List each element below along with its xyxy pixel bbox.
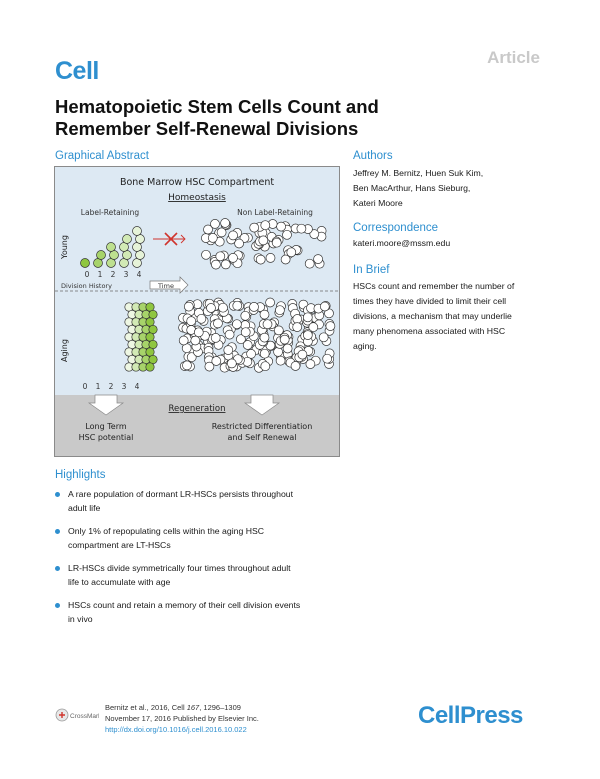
- cell: [275, 306, 284, 315]
- cell: [136, 235, 145, 244]
- bullet-icon: [55, 566, 60, 571]
- authors-list: [353, 166, 553, 211]
- bullet-icon: [55, 492, 60, 497]
- cell: [211, 260, 220, 269]
- cell: [212, 357, 221, 366]
- cell: [225, 330, 234, 339]
- citation-line: Bernitz et al., 2016, Cell 167, 1296–1309: [105, 703, 241, 712]
- cell: [97, 251, 106, 260]
- cell: [261, 362, 270, 371]
- in-brief-line: aging.: [353, 341, 377, 351]
- compartment-title: Bone Marrow HSC Compartment: [119, 177, 275, 188]
- in-brief-line: HSCs count and remember the number of: [353, 281, 515, 291]
- cell: [227, 359, 236, 368]
- in-brief-line: times they have divided to limit their cell: [353, 296, 507, 306]
- highlights-heading: Highlights: [55, 469, 106, 481]
- cell: [179, 336, 188, 345]
- cell: [120, 259, 129, 268]
- cell: [283, 344, 292, 353]
- cell: [149, 325, 157, 333]
- cell: [211, 219, 220, 228]
- authors-heading: Authors: [353, 150, 393, 162]
- cell: [260, 310, 269, 319]
- cell: [283, 230, 292, 239]
- cell: [326, 322, 335, 331]
- cell: [266, 253, 275, 262]
- cell: [149, 340, 157, 348]
- cell: [194, 328, 203, 337]
- highlight-item: HSCs count and retain a memory of their cell division events in vivo: [55, 599, 355, 626]
- young-label: Young: [60, 235, 69, 259]
- cell: [213, 319, 222, 328]
- cell: [202, 250, 211, 259]
- cell: [229, 253, 238, 262]
- publication-date: November 17, 2016 Published by Elsevier Inc.: [105, 714, 259, 723]
- cell: [187, 317, 196, 326]
- cell: [219, 303, 228, 312]
- cell: [207, 304, 216, 313]
- homeostasis-label: Homeostasis: [168, 193, 226, 203]
- authors-line: Jeffrey M. Bernitz, Huen Suk Kim,: [353, 168, 484, 178]
- cell: [232, 320, 241, 329]
- division-number: 0: [84, 270, 90, 279]
- cell: [291, 362, 300, 371]
- cell: [303, 331, 312, 340]
- non-label-retaining-label: Non Label-Retaining: [237, 208, 313, 217]
- authors-line: Ben MacArthur, Hans Sieburg,: [353, 183, 471, 193]
- cell: [183, 361, 192, 370]
- cell: [133, 259, 142, 268]
- correspondence-heading: Correspondence: [353, 222, 439, 234]
- journal-logo: Cell: [55, 57, 99, 85]
- cell: [260, 333, 269, 342]
- cell: [120, 243, 129, 252]
- cell: [208, 233, 217, 242]
- cell: [235, 239, 244, 248]
- cell: [221, 219, 230, 228]
- cell: [133, 227, 142, 236]
- hsc-potential-label: HSC potential: [78, 433, 134, 442]
- cell: [243, 341, 252, 350]
- cell: [229, 231, 238, 240]
- cell: [146, 303, 154, 311]
- aging-label-retaining-cells: [125, 303, 157, 371]
- cell: [293, 323, 302, 332]
- crossmark-icon[interactable]: [55, 708, 99, 727]
- cell: [123, 251, 132, 260]
- cell: [197, 314, 206, 323]
- highlight-item: Only 1% of repopulating cells within the aging HSC compartment are LT-HSCs: [55, 525, 355, 552]
- cell: [261, 221, 270, 230]
- cell: [276, 356, 285, 365]
- cell: [136, 251, 145, 260]
- publisher-logo: CellPress: [418, 702, 523, 729]
- article-type-label: Article: [487, 48, 540, 67]
- cell: [211, 333, 220, 342]
- cell: [184, 302, 193, 311]
- cell: [149, 310, 157, 318]
- cell: [277, 222, 286, 231]
- article-title: Hematopoietic Stem Cells Count and Remember Self-Renewal Divisions: [55, 96, 379, 139]
- cell: [146, 348, 154, 356]
- division-number: 1: [95, 382, 101, 391]
- cell: [272, 238, 281, 247]
- cell: [110, 251, 119, 260]
- in-brief-line: many phenomena associated with HSC: [353, 326, 506, 336]
- highlight-item: LR-HSCs divide symmetrically four times throughout adult life to accumulate with age: [55, 562, 355, 589]
- cell: [266, 298, 275, 307]
- cell: [323, 354, 332, 363]
- label-retaining-label: Label-Retaining: [80, 208, 140, 217]
- cell: [146, 363, 154, 371]
- cell: [241, 328, 250, 337]
- division-number: 2: [110, 270, 116, 279]
- cell: [149, 355, 157, 363]
- cell: [123, 235, 132, 244]
- authors-line: Kateri Moore: [353, 198, 403, 208]
- cell: [274, 347, 283, 356]
- cell: [259, 236, 268, 245]
- doi-link[interactable]: http://dx.doi.org/10.1016/j.cell.2016.10.022: [105, 725, 247, 734]
- cell: [263, 320, 272, 329]
- cell: [280, 335, 289, 344]
- division-number: 0: [82, 382, 88, 391]
- division-number: 4: [136, 270, 142, 279]
- long-term-label: Long Term: [85, 422, 127, 431]
- cell: [320, 302, 329, 311]
- restricted-differentiation-label: Restricted Differentiation: [211, 422, 313, 431]
- cell: [233, 301, 242, 310]
- bullet-icon: [55, 529, 60, 534]
- in-brief-text: [353, 279, 553, 354]
- graphical-abstract-figure: [54, 166, 340, 457]
- regeneration-label: Regeneration: [168, 404, 226, 414]
- highlights-list: [55, 488, 355, 636]
- cell: [319, 333, 328, 342]
- bullet-icon: [55, 603, 60, 608]
- cell: [256, 255, 265, 264]
- division-number: 3: [123, 270, 129, 279]
- cell: [146, 318, 154, 326]
- in-brief-heading: In Brief: [353, 264, 390, 276]
- division-history-label: Division History: [61, 282, 112, 290]
- correspondence-email[interactable]: kateri.moore@mssm.edu: [353, 238, 451, 248]
- cell: [250, 223, 259, 232]
- cell: [221, 260, 230, 269]
- cell: [81, 259, 90, 268]
- cell: [146, 333, 154, 341]
- cell: [250, 302, 259, 311]
- cell: [224, 346, 233, 355]
- self-renewal-label: and Self Renewal: [227, 433, 297, 442]
- cell: [107, 259, 116, 268]
- cell: [297, 224, 306, 233]
- cell: [293, 315, 302, 324]
- cell: [241, 311, 250, 320]
- cell: [260, 349, 269, 358]
- cell: [274, 326, 283, 335]
- crossmark-label: CrossMark: [70, 713, 99, 720]
- cell: [305, 259, 314, 268]
- graphical-abstract-heading: Graphical Abstract: [55, 150, 149, 162]
- aging-label: Aging: [60, 339, 69, 362]
- cell: [314, 255, 323, 264]
- division-number: 2: [108, 382, 114, 391]
- cell: [216, 252, 225, 261]
- highlight-item: A rare population of dormant LR-HSCs persists throughout adult life: [55, 488, 355, 515]
- citation-block: [105, 702, 259, 735]
- division-number: 3: [121, 382, 127, 391]
- cell: [281, 255, 290, 264]
- time-label: Time: [158, 282, 174, 290]
- division-number: 4: [134, 382, 140, 391]
- cell: [94, 259, 103, 268]
- cell: [303, 313, 312, 322]
- in-brief-line: divisions, a mechanism that may underlie: [353, 311, 512, 321]
- cell: [107, 243, 116, 252]
- cell: [133, 243, 142, 252]
- cell: [298, 350, 307, 359]
- division-number: 1: [97, 270, 103, 279]
- cell: [191, 336, 200, 345]
